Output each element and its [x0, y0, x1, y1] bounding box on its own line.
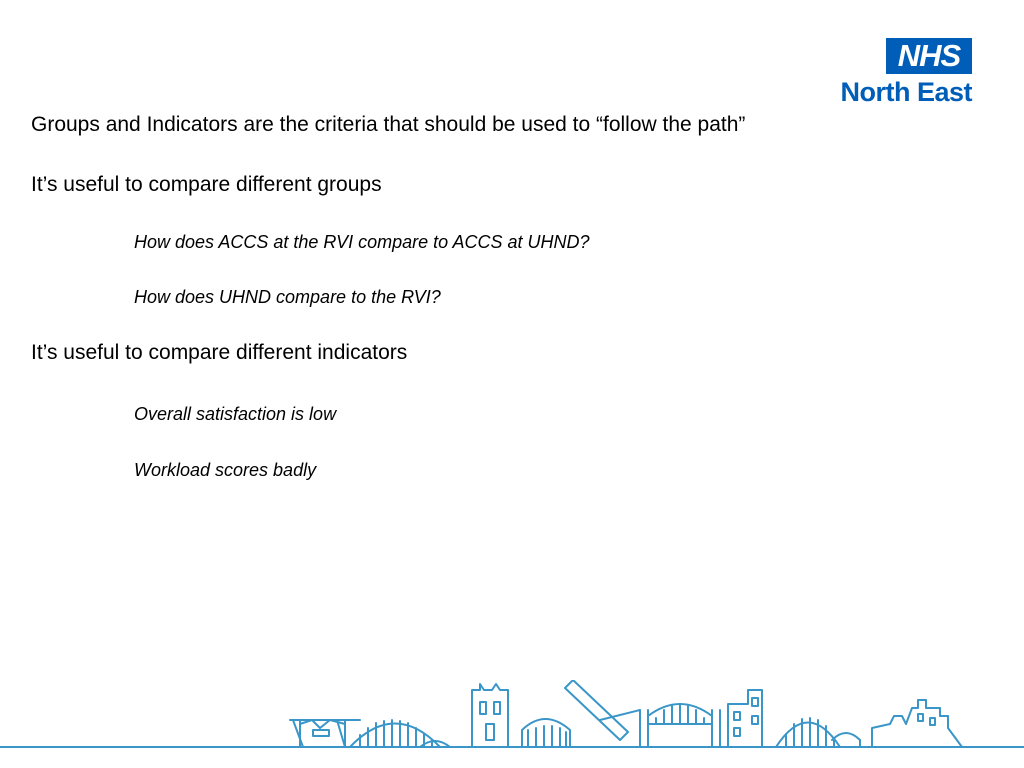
example-accs-comparison: How does ACCS at the RVI compare to ACCS at UHND? [134, 232, 590, 252]
example-overall-satisfaction: Overall satisfaction is low [134, 404, 337, 424]
angled-structure-drawing [565, 680, 640, 740]
classical-building-drawing [522, 719, 570, 747]
example-workload: Workload scores badly [134, 460, 317, 480]
arch-bridge-drawing [350, 720, 450, 747]
castle-drawing [872, 700, 962, 747]
nhs-north-east-logo [826, 38, 976, 106]
tyne-bridge-drawing [640, 704, 720, 747]
tall-building-drawing [728, 690, 762, 747]
dome-arch-drawing [776, 718, 860, 747]
cathedral-drawing [472, 684, 508, 747]
region-name: North East [840, 77, 972, 107]
example-uhnd-comparison: How does UHND compare to the RVI? [134, 287, 441, 307]
bullet-compare-groups: It’s useful to compare different groups [31, 173, 382, 196]
transporter-bridge-drawing [290, 720, 360, 747]
nhs-logo-box: NHS [886, 38, 972, 74]
bullet-groups-indicators: Groups and Indicators are the criteria that should be used to “follow the path” [31, 113, 746, 136]
bullet-compare-indicators: It’s useful to compare different indicators [31, 341, 408, 364]
north-east-skyline-illustration [0, 680, 1024, 760]
